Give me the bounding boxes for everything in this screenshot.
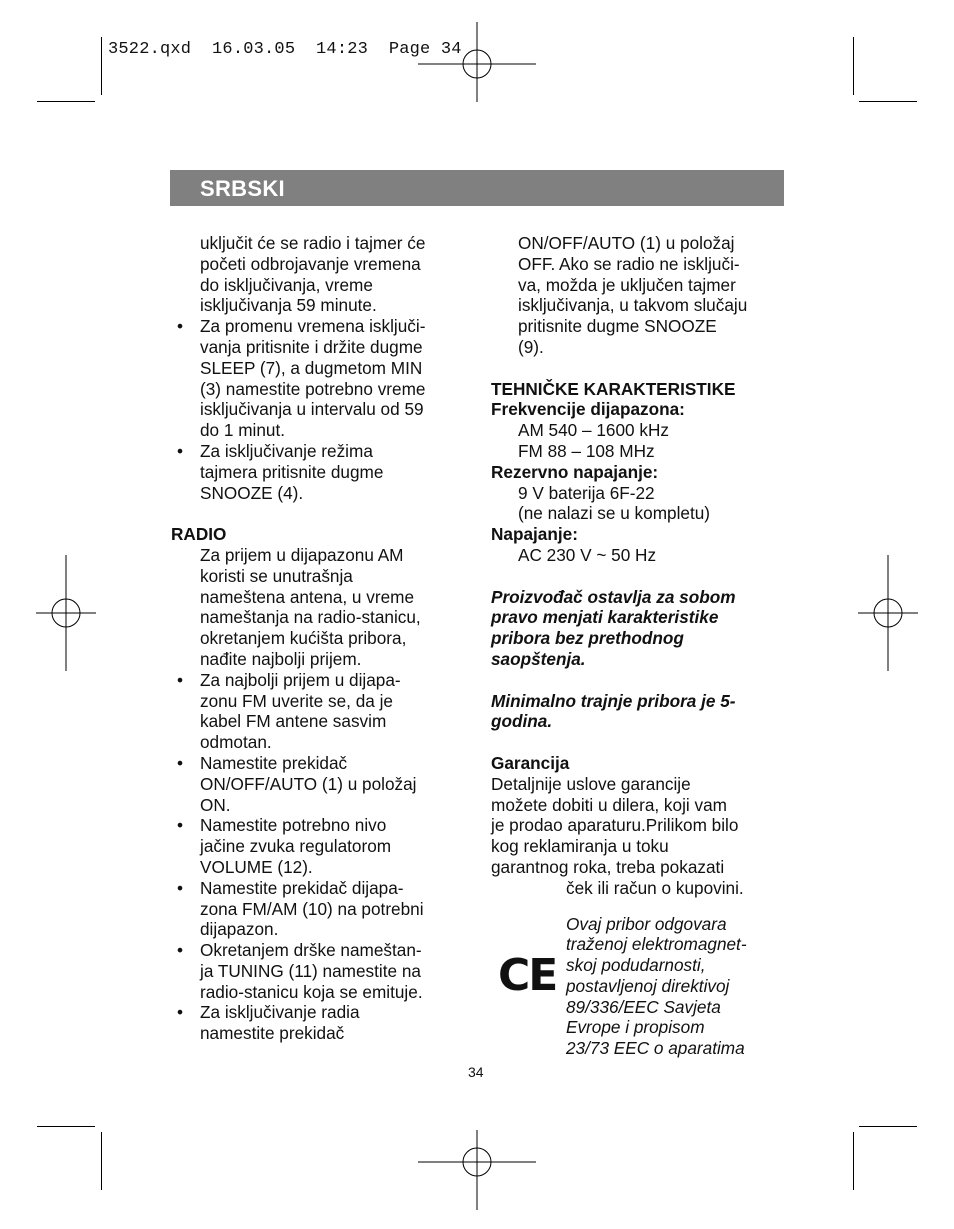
warranty-text: Detaljnije uslove garancije možete dobiti u dilera, koji vam je prodao aparaturu.Prilikom bilo kog reklamiranja u toku garantnog roka, treba pokazati ček ili račun o kupovini. [491,773,744,898]
right-column [491,233,791,1059]
section-header [170,170,784,206]
power-heading: Napajanje: [491,524,578,545]
left-column [171,233,471,1044]
crop-mark [859,1126,917,1127]
registration-mark-left [36,555,96,671]
crop-mark [853,37,854,95]
list-item: • Namestite prekidač ON/OFF/AUTO (1) u položaj ON. [177,752,417,815]
crop-mark [37,1126,95,1127]
list-item: • Za promenu vremena isključi- vanja pritisnite i držite dugme SLEEP (7), a dugmetom MIN (3) namestite potrebno vreme isključivanja u intervalu od 59 do 1 minut. [177,316,426,441]
registration-mark-top [418,22,536,102]
warranty-heading: Garancija [491,752,570,773]
list-item: • Namestite potrebno nivo jačine zvuka regulatorom VOLUME (12). [177,815,392,877]
lifetime-notice: Minimalno trajnje pribora je 5- godina. [491,690,736,732]
list-item: • Za najbolji prijem u dijapa- zonu FM uverite se, da je kabel FM antene sasvim odmotan. [177,669,401,753]
ce-mark-icon: CE [498,950,557,1001]
list-item: • Za isključivanje režima tajmera pritisnite dugme SNOOZE (4). [177,440,384,503]
freq-heading: Frekvencije dijapazona: [491,399,685,420]
list-item: • Za isključivanje radia namestite prekidač [177,1002,360,1044]
crop-mark [101,1132,102,1190]
paragraph: uključit će se radio i tajmer će početi odbrojavanje vremena do isključivanja, vreme isključivanja 59 minute. [200,233,426,316]
power-value: AC 230 V ~ 50 Hz [518,544,657,565]
paragraph: Za prijem u dijapazonu AM koristi se unutrašnja nameštena antena, u vreme nameštanja na radio-stanicu, okretanjem kućišta pribora, nađite najbolji prijem. [200,544,421,669]
radio-heading: RADIO [171,524,227,545]
backup-values: 9 V baterija 6F-22 (ne nalazi se u kompletu) [518,482,711,524]
ce-conformity-text: Ovaj pribor odgovara traženoj elektromagnet- skoj podudarnosti, postavljenoj direktivoj 89/336/EEC Savjeta Evrope i propisom 23/73 EEC o aparatima [566,913,747,1059]
registration-mark-bottom [418,1130,536,1210]
registration-mark-right [858,555,918,671]
print-slug: 3522.qxd 16.03.05 14:23 Page 34 [108,40,462,59]
list-item: • Okretanjem drške nameštan- ja TUNING (11) namestite na radio-stanicu koja se emituje. [177,940,423,1002]
section-title: SRBSKI [200,176,285,201]
crop-mark [101,37,102,95]
tech-heading: TEHNIČKE KARAKTERISTIKE [491,378,736,399]
list-item: • Namestite prekidač dijapa- zona FM/AM (10) na potrebni dijapazon. [177,877,424,940]
crop-mark [853,1132,854,1190]
manufacturer-notice: Proizvođač ostavlja za sobom pravo menjati karakteristike pribora bez prethodnog saopštenja. [491,586,736,669]
paragraph: ON/OFF/AUTO (1) u položaj OFF. Ako se radio ne isključi- va, možda je uključen tajmer isključivanja, u takvom slučaju pritisnite dugme SNOOZE (9). [518,233,748,357]
backup-heading: Rezervno napajanje: [491,461,659,482]
crop-mark [859,101,917,102]
freq-values: AM 540 – 1600 kHz FM 88 – 108 MHz [518,420,669,461]
page-number: 34 [468,1064,484,1080]
crop-mark [37,101,95,102]
